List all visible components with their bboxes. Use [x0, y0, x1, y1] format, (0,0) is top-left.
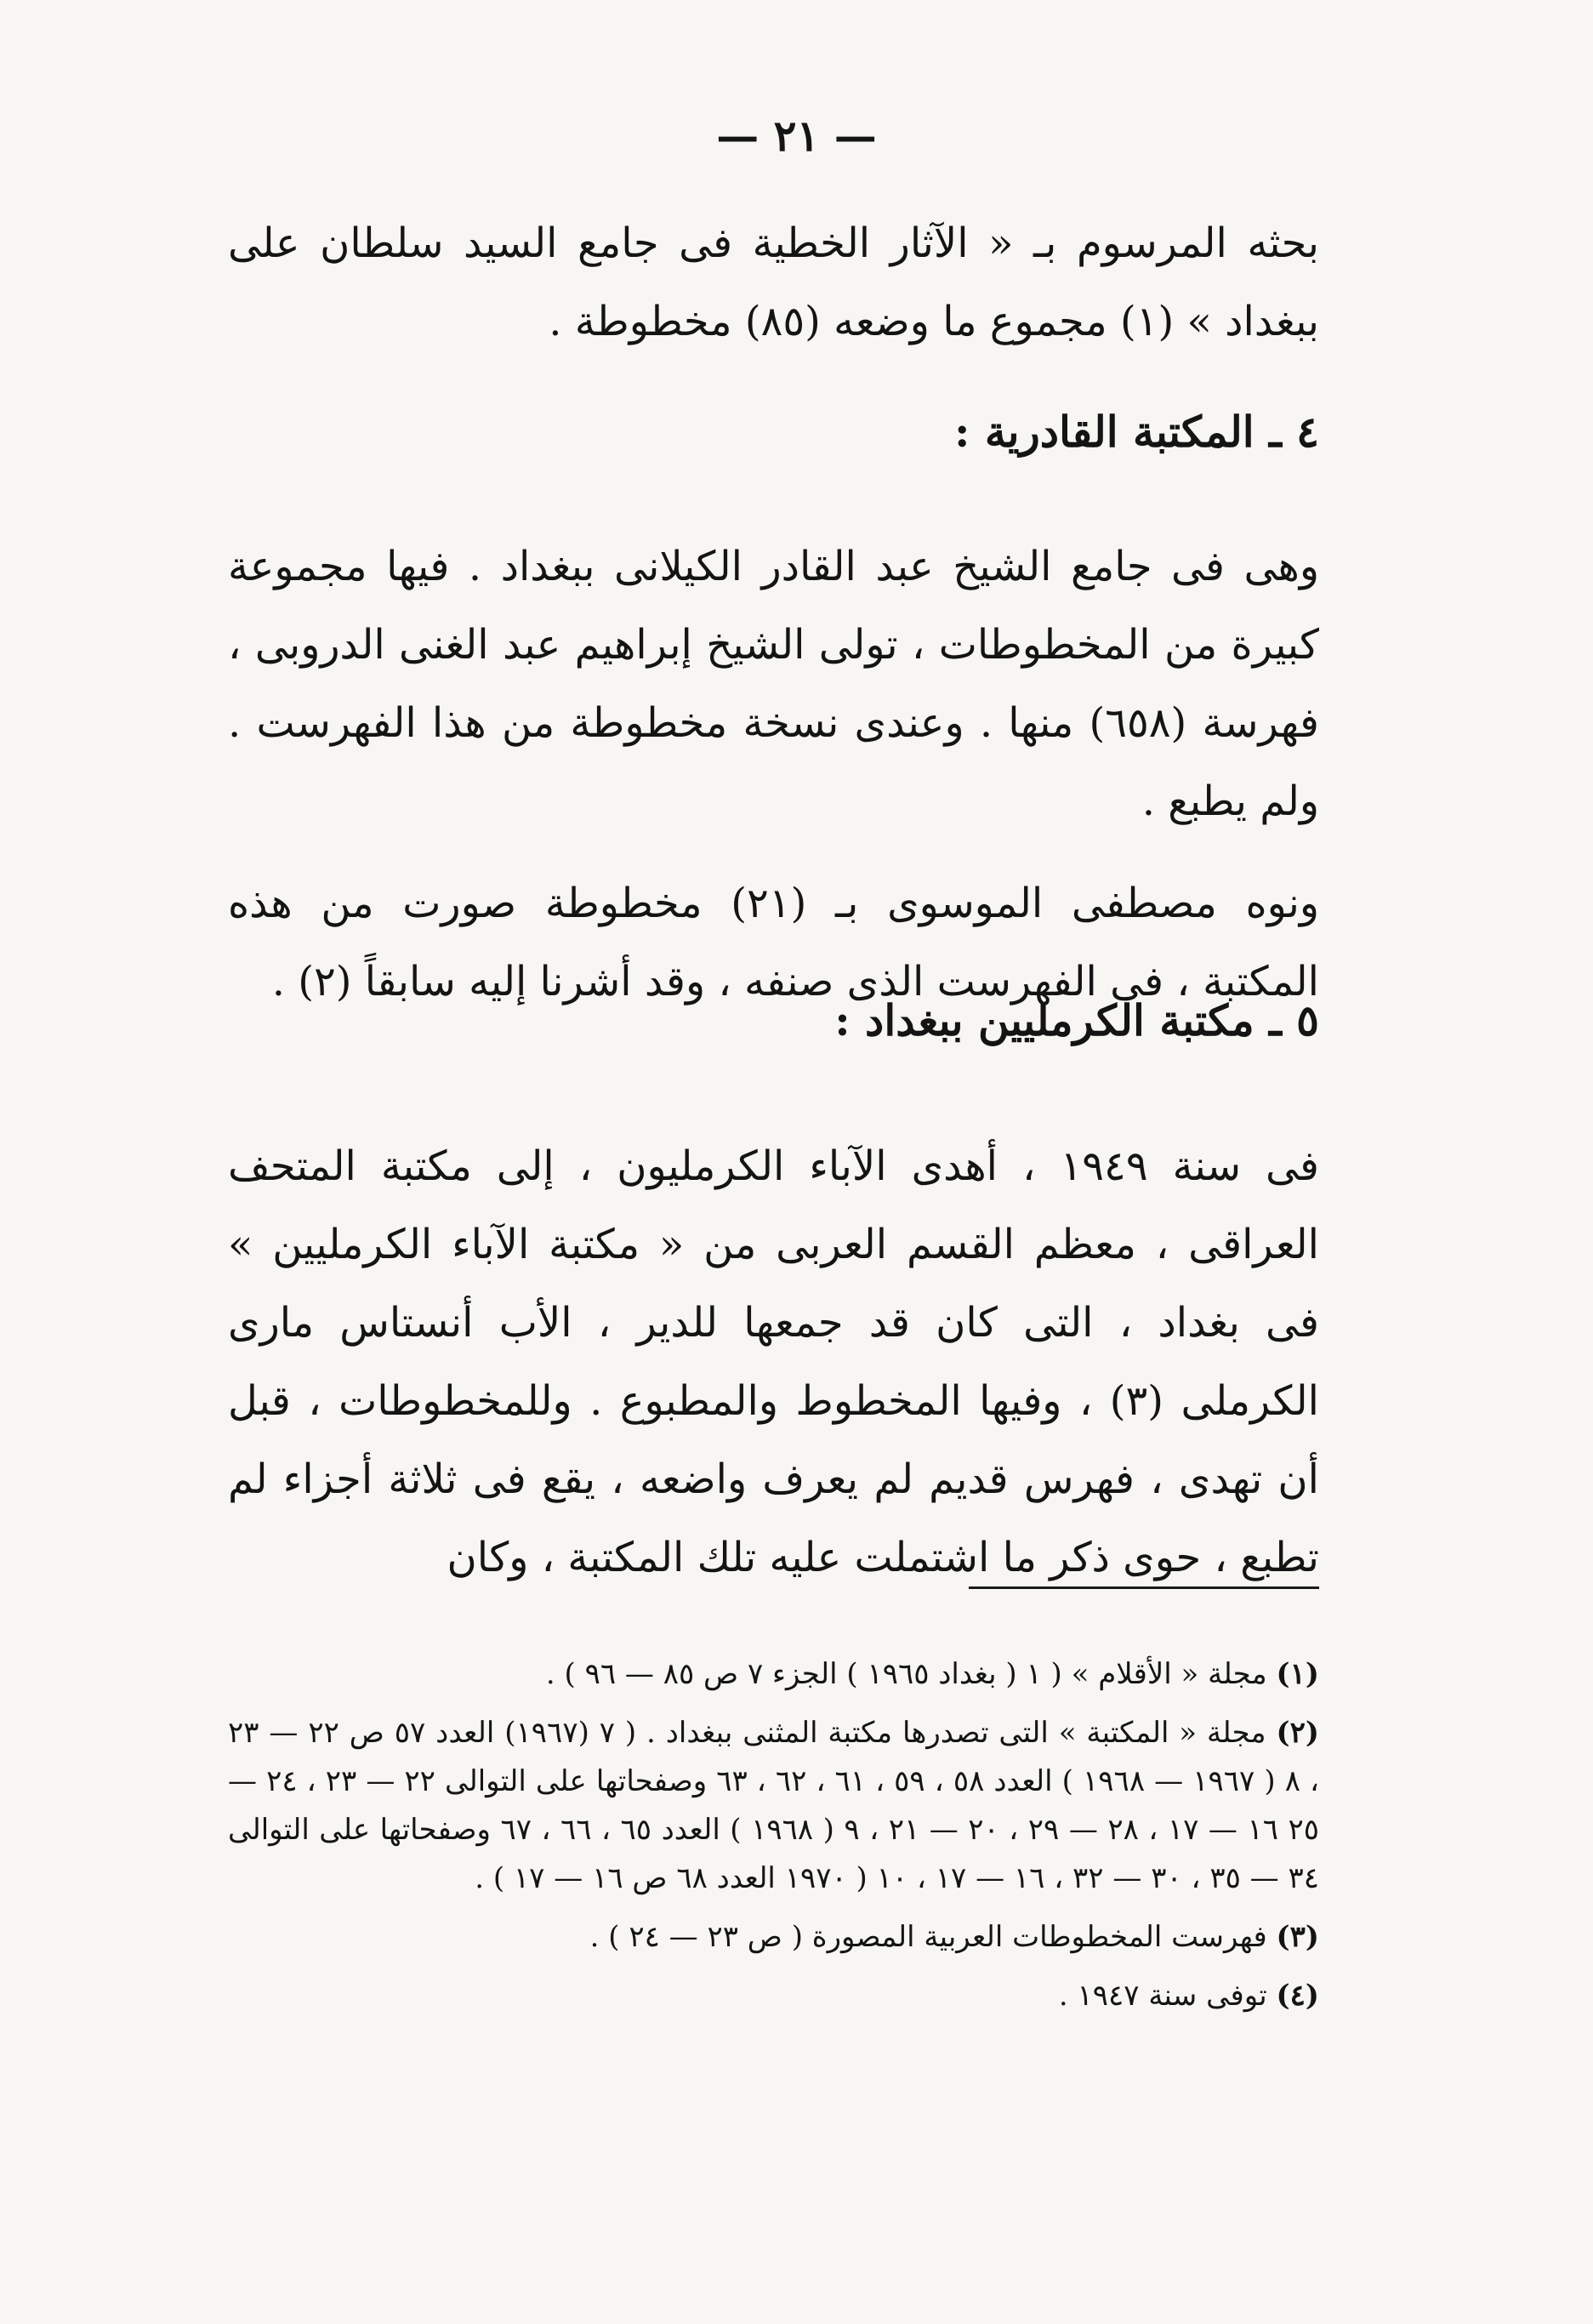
footnote-2	[228, 1709, 1319, 1903]
section-heading-carmelites: ٥ ـ مكتبة الكرمليين ببغداد :	[834, 995, 1319, 1045]
footnote-text: توفى سنة ١٩٤٧ .	[1058, 1979, 1267, 2013]
footnote-1	[228, 1650, 1319, 1699]
section-body-carmelites	[228, 1127, 1319, 1597]
intro-paragraph-block	[228, 204, 1319, 361]
footnote-divider	[969, 1586, 1319, 1589]
footnote-marker: (٤)	[1276, 1979, 1319, 2013]
footnote-text: مجلة « الأقلام » ( ١ ( بغداد ١٩٦٥ ) الجزء ٧ ص ٨٥ — ٩٦ ) .	[545, 1657, 1267, 1691]
paragraph: فى سنة ١٩٤٩ ، أهدى الآباء الكرمليون ، إلى مكتبة المتحف العراقى ، معظم القسم العربى من « مكتبة الآباء الكرمليين » فى بغداد ، التى كان قد جمعها للدير ، الأب أنستاس مارى الكرملى (٣) ، وفيها المخطوط والمطبوع . وللمخطوطات ، قبل أن تهدى ، فهرس قديم لم يعرف واضعه ، يقع فى ثلاثة أجزاء لم تطبع ، حوى ذكر ما اشتملت عليه تلك المكتبة ، وكان	[228, 1142, 1320, 1581]
section-body-qadiriya	[228, 527, 1319, 1021]
footnote-text: مجلة « المكتبة » التى تصدرها مكتبة المثنى ببغداد . ( ٧ (١٩٦٧) العدد ٥٧ ص ٢٢ — ٢٣ ، ٨ ( ١٩٦٧ — ١٩٦٨ ) العدد ٥٨ ، ٥٩ ، ٦١ ، ٦٢ ، ٦٣ وصفحاتها على التوالى ٢٢ — ٢٣ ، ٢٤ — ٢٥ ١٦ — ١٧ ، ٢٨ — ٢٩ ، ٢٠ — ٢١ ، ٩ ( ١٩٦٨ ) العدد ٦٥ ، ٦٦ ، ٦٧ وصفحاتها على التوالى ٣٤ — ٣٥ ، ٣٠ — ٣٢ ، ١٦ — ١٧ ، ١٠ ( ١٩٧٠ العدد ٦٨ ص ١٦ — ١٧ ) .	[228, 1716, 1320, 1895]
footnote-marker: (٣)	[1276, 1920, 1319, 1954]
intro-paragraph: بحثه المرسوم بـ « الآثار الخطية فى جامع السيد سلطان على ببغداد » (١) مجموع ما وضعه (٨٥) مخطوطة .	[228, 219, 1320, 345]
footnote-text: فهرست المخطوطات العربية المصورة ( ص ٢٣ — ٢٤ ) .	[589, 1920, 1267, 1954]
footnotes	[228, 1650, 1319, 2020]
paragraph: ونوه مصطفى الموسوى بـ (٢١) مخطوطة صورت من هذه المكتبة ، فى الفهرست الذى صنفه ، وقد أشرنا إليه سابقاً (٢) .	[228, 880, 1319, 1005]
page-number: — ٢١ —	[716, 111, 877, 161]
section-heading-qadiriya: ٤ ـ المكتبة القادرية :	[953, 407, 1319, 457]
footnote-3	[228, 1913, 1319, 1962]
footnote-4	[228, 1972, 1319, 2020]
paragraph: وهى فى جامع الشيخ عبد القادر الكيلانى ببغداد . فيها مجموعة كبيرة من المخطوطات ، تولى الشيخ إبراهيم عبد الغنى الدروبى ، فهرسة (٦٥٨) منها . وعندى نسخة مخطوطة من هذا الفهرست . ولم يطبع .	[228, 543, 1319, 825]
footnote-marker: (٢)	[1276, 1716, 1319, 1750]
footnote-marker: (١)	[1276, 1657, 1319, 1691]
